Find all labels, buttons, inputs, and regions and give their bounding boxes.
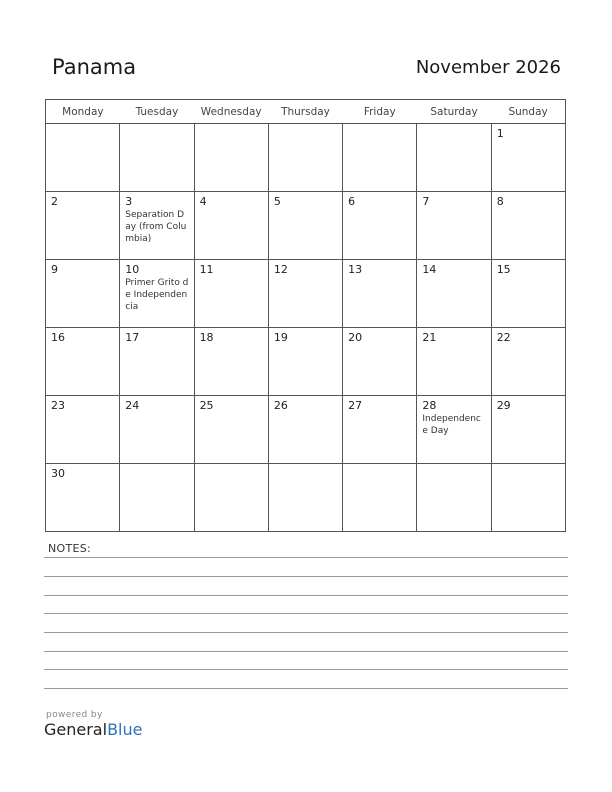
day-number: 25 xyxy=(199,399,214,412)
day-cell xyxy=(120,260,194,328)
day-number: 3 xyxy=(125,195,133,208)
weekday-header: Thursday xyxy=(268,100,342,124)
day-cell xyxy=(268,124,342,192)
day-cell xyxy=(491,260,565,328)
day-number: 14 xyxy=(422,263,437,276)
week-row xyxy=(46,396,566,464)
week-row xyxy=(46,124,566,192)
day-number: 12 xyxy=(273,263,288,276)
weekday-header: Friday xyxy=(343,100,417,124)
day-number: 11 xyxy=(199,263,214,276)
calendar-body xyxy=(46,124,566,532)
day-number: 2 xyxy=(51,195,58,208)
day-cell xyxy=(343,192,417,260)
note-line xyxy=(44,613,568,614)
day-cell xyxy=(417,192,491,260)
note-line xyxy=(44,651,568,652)
day-cell xyxy=(491,464,565,532)
weekday-header: Tuesday xyxy=(120,100,194,124)
note-line xyxy=(44,557,568,558)
week-row xyxy=(46,192,566,260)
day-number: 24 xyxy=(125,399,140,412)
note-line xyxy=(44,688,568,689)
weekday-header: Monday xyxy=(46,100,120,124)
day-cell xyxy=(343,260,417,328)
day-number: 1 xyxy=(496,127,504,140)
brand-logo xyxy=(44,720,142,739)
day-number: 4 xyxy=(199,195,207,208)
day-cell xyxy=(46,396,120,464)
day-number: 22 xyxy=(496,331,511,344)
day-number: 28 xyxy=(422,399,437,412)
month-year-title: November 2026 xyxy=(415,57,561,78)
day-cell xyxy=(491,192,565,260)
holiday-label: Separation Day (from Columbia) xyxy=(125,210,187,244)
week-row xyxy=(46,328,566,396)
week-row xyxy=(46,260,566,328)
day-cell xyxy=(417,464,491,532)
day-cell xyxy=(491,396,565,464)
notes-label: NOTES: xyxy=(48,542,92,555)
day-number: 9 xyxy=(51,263,58,276)
day-number: 13 xyxy=(348,263,363,276)
day-cell xyxy=(194,192,268,260)
day-cell xyxy=(343,396,417,464)
day-cell xyxy=(120,328,194,396)
day-cell xyxy=(268,396,342,464)
day-number: 7 xyxy=(422,195,430,208)
day-cell xyxy=(194,124,268,192)
note-line xyxy=(44,632,568,633)
holiday-label: Primer Grito de Independencia xyxy=(125,278,189,312)
day-cell xyxy=(194,260,268,328)
day-cell xyxy=(46,124,120,192)
day-cell xyxy=(46,328,120,396)
day-cell xyxy=(491,328,565,396)
day-number: 26 xyxy=(273,399,288,412)
note-line xyxy=(44,576,568,577)
day-cell xyxy=(46,192,120,260)
day-cell xyxy=(46,260,120,328)
day-cell xyxy=(194,328,268,396)
day-cell xyxy=(120,124,194,192)
day-number: 27 xyxy=(348,399,363,412)
day-number: 21 xyxy=(422,331,437,344)
day-cell xyxy=(417,260,491,328)
brand-blue: Blue xyxy=(107,720,143,739)
weekday-header-row xyxy=(46,100,566,124)
day-number: 15 xyxy=(496,263,511,276)
calendar-grid xyxy=(45,99,566,532)
day-cell xyxy=(417,328,491,396)
day-cell xyxy=(268,192,342,260)
day-cell xyxy=(343,464,417,532)
day-number: 10 xyxy=(125,263,140,276)
note-line xyxy=(44,669,568,670)
day-number: 23 xyxy=(51,399,65,412)
day-cell xyxy=(268,464,342,532)
week-row xyxy=(46,464,566,532)
brand-general: General xyxy=(44,720,108,739)
day-number: 29 xyxy=(496,399,511,412)
day-number: 16 xyxy=(51,331,65,344)
day-cell xyxy=(268,260,342,328)
day-cell xyxy=(120,464,194,532)
day-number: 5 xyxy=(273,195,281,208)
day-number: 30 xyxy=(51,467,65,480)
day-cell xyxy=(491,124,565,192)
day-number: 18 xyxy=(199,331,214,344)
country-title: Panama xyxy=(52,55,137,79)
day-number: 20 xyxy=(348,331,363,344)
weekday-header: Saturday xyxy=(417,100,491,124)
weekday-header: Wednesday xyxy=(194,100,268,124)
weekday-header: Sunday xyxy=(491,100,565,124)
powered-by-text: powered by xyxy=(46,710,103,720)
day-number: 17 xyxy=(125,331,140,344)
day-number: 19 xyxy=(273,331,288,344)
day-cell xyxy=(343,328,417,396)
day-number: 6 xyxy=(348,195,356,208)
day-cell xyxy=(120,396,194,464)
holiday-label: Independence Day xyxy=(422,414,481,436)
day-cell xyxy=(417,124,491,192)
day-cell xyxy=(194,464,268,532)
day-cell xyxy=(268,328,342,396)
day-cell xyxy=(417,396,491,464)
note-line xyxy=(44,595,568,596)
day-cell xyxy=(194,396,268,464)
day-cell xyxy=(120,192,194,260)
day-number: 8 xyxy=(496,195,504,208)
day-cell xyxy=(46,464,120,532)
day-cell xyxy=(343,124,417,192)
